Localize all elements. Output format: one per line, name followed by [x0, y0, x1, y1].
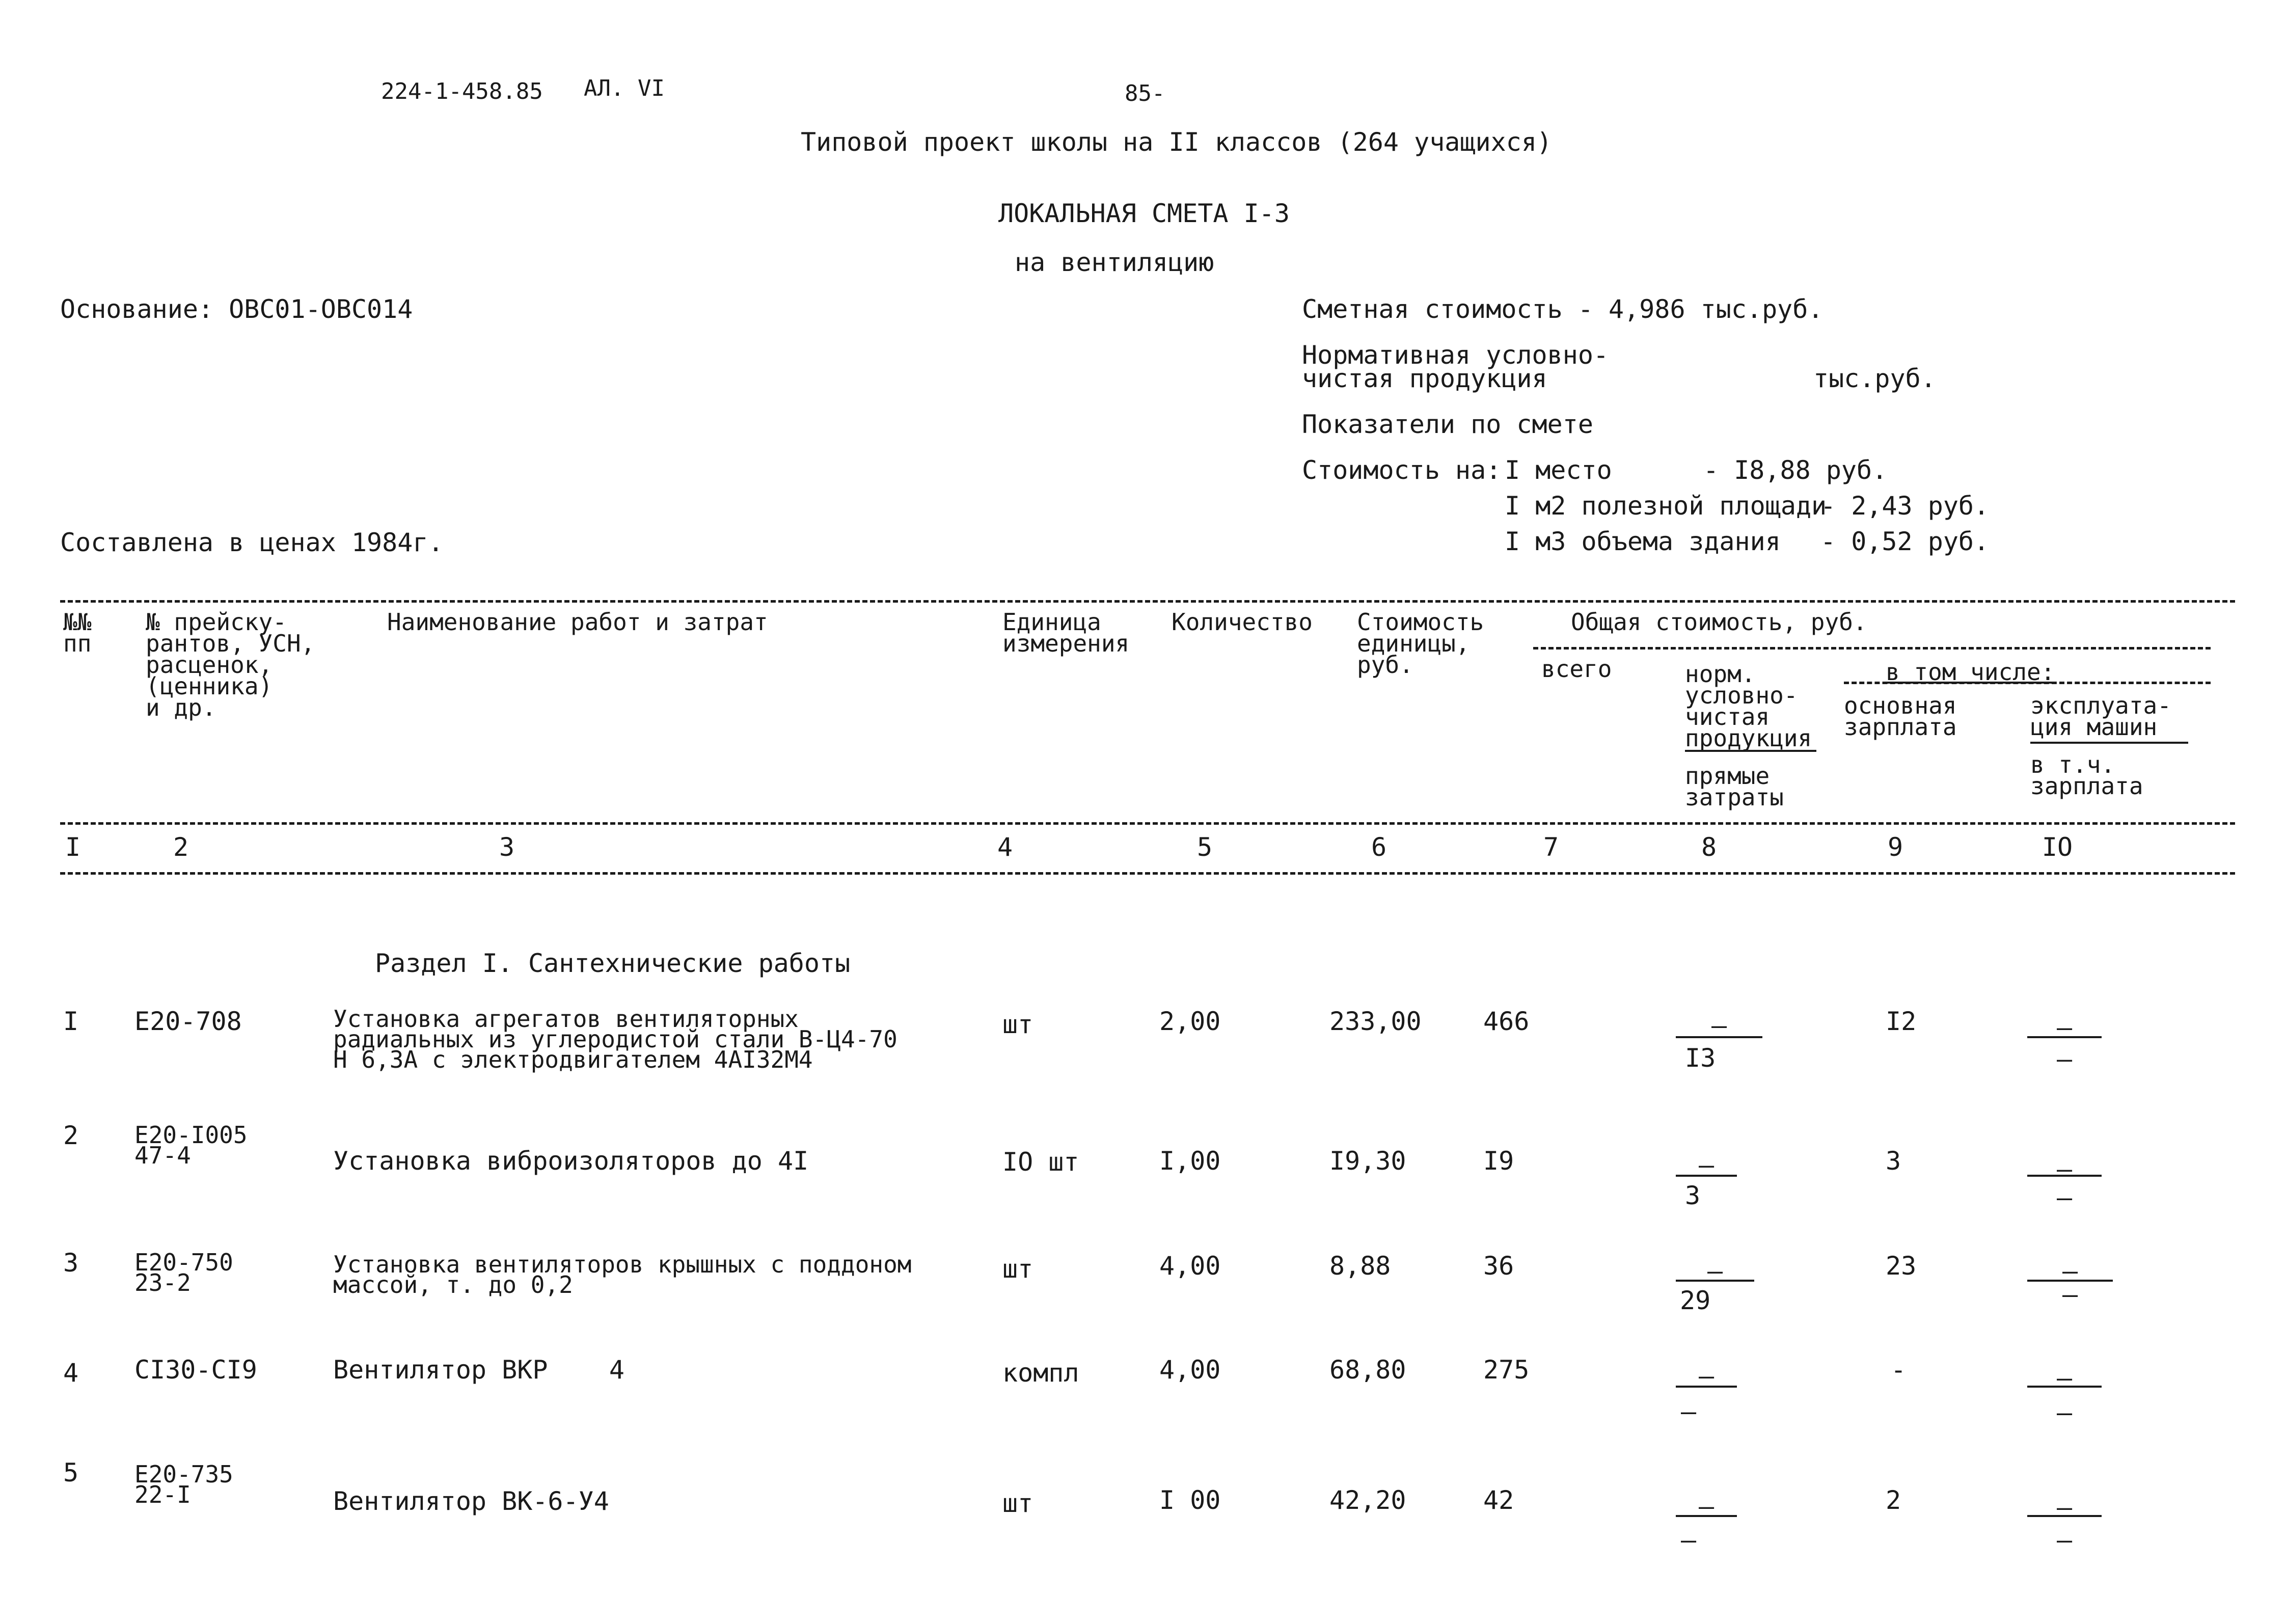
row-norm-product: –	[1698, 1150, 1715, 1180]
row-total: 42	[1483, 1485, 1514, 1515]
compiled-prices: Составлена в ценах 1984г.	[60, 528, 444, 557]
row-direct-costs: I3	[1685, 1043, 1716, 1073]
row-norm-product: –	[1707, 1256, 1723, 1286]
header-work-name: Наименование работ и затрат	[387, 608, 768, 636]
row-unit: компл	[1002, 1358, 1079, 1388]
estimate-basis: Основание: ОВС01-ОВС014	[60, 294, 413, 324]
column-number: 3	[499, 832, 515, 862]
header-total: всего	[1541, 655, 1612, 683]
header-bottom-rule	[60, 872, 2235, 875]
row-unit-cost: 233,00	[1329, 1007, 1422, 1036]
estimate-subject: на вентиляцию	[1015, 248, 1214, 277]
row-machine-salary: –	[2056, 1183, 2073, 1212]
fraction-bar	[2027, 1175, 2102, 1177]
header-norm-underline	[1685, 750, 1816, 752]
row-direct-costs: –	[1680, 1525, 1697, 1555]
header-row-number: №№ пп	[63, 608, 92, 657]
project-title: Типовой проект школы на II классов (264 учащихся)	[801, 127, 1553, 157]
row-norm-product: –	[1711, 1011, 1727, 1040]
album-number: АЛ. VI	[584, 75, 665, 101]
row-number: 3	[63, 1248, 79, 1278]
column-number: 7	[1543, 832, 1559, 862]
row-machine-salary: –	[2056, 1044, 2073, 1074]
table-top-rule	[60, 600, 2235, 603]
row-work-name: Вентилятор ВК-6-У4	[333, 1486, 609, 1516]
row-machine-operation: –	[2056, 1363, 2073, 1393]
row-base-salary: -	[1891, 1355, 1907, 1385]
row-unit: шт	[1002, 1488, 1033, 1518]
row-base-salary: 3	[1886, 1146, 1901, 1176]
header-unit-cost: Стоимость единицы, руб.	[1357, 608, 1484, 679]
header-including-rule	[1844, 682, 2211, 684]
row-machine-operation: –	[2056, 1493, 2073, 1522]
row-direct-costs: 3	[1685, 1181, 1701, 1210]
row-base-salary: 2	[1886, 1485, 1901, 1515]
column-number: 4	[997, 832, 1013, 862]
normative-product-label-1: Нормативная условно-	[1302, 340, 1609, 370]
row-number: I	[63, 1007, 79, 1036]
fraction-bar	[2027, 1386, 2102, 1388]
section-title: Раздел I. Сантехнические работы	[375, 949, 851, 978]
row-total: 466	[1483, 1007, 1530, 1036]
row-base-salary: I2	[1886, 1007, 1917, 1036]
row-number: 5	[63, 1458, 79, 1487]
row-work-name: Установка виброизоляторов до 4I	[333, 1146, 809, 1176]
row-number: 4	[63, 1358, 79, 1388]
row-unit-cost: 68,80	[1329, 1355, 1406, 1385]
per-m3-value: - 0,52 руб.	[1820, 527, 1990, 556]
column-number: 5	[1196, 832, 1213, 862]
per-place-label: I место	[1505, 455, 1612, 485]
row-quantity: I 00	[1159, 1485, 1221, 1515]
page-number: 85-	[1125, 80, 1165, 106]
row-work-name: Установка вентиляторов крышных с поддоном массой, т. до 0,2	[333, 1251, 912, 1298]
fraction-bar	[1676, 1175, 1737, 1177]
row-code: СI30-СI9	[134, 1355, 257, 1385]
row-machine-salary: –	[2056, 1525, 2073, 1555]
row-code: Е20-750 23-2	[134, 1249, 233, 1296]
row-quantity: I,00	[1159, 1146, 1221, 1176]
row-direct-costs: 29	[1680, 1286, 1711, 1315]
row-machine-operation: –	[2056, 1013, 2073, 1042]
per-place-value: - I8,88 руб.	[1703, 455, 1888, 485]
fraction-bar	[1676, 1036, 1762, 1038]
fraction-bar	[2027, 1036, 2102, 1038]
row-direct-costs: –	[1680, 1397, 1697, 1426]
fraction-bar	[2027, 1515, 2102, 1517]
row-machine-salary: –	[2056, 1398, 2073, 1427]
row-unit-cost: 42,20	[1329, 1485, 1406, 1515]
estimate-cost: Сметная стоимость - 4,986 тыс.руб.	[1302, 294, 1824, 324]
header-machine-underline	[2030, 742, 2188, 744]
row-total: 36	[1483, 1251, 1514, 1281]
column-number: IO	[2042, 832, 2073, 862]
per-m2-label: I м2 полезной площади	[1505, 491, 1827, 521]
row-total: I9	[1483, 1146, 1514, 1176]
row-unit: шт	[1002, 1010, 1033, 1039]
document-code: 224-1-458.85	[381, 78, 543, 104]
row-total: 275	[1483, 1355, 1530, 1385]
column-number: 6	[1371, 832, 1387, 862]
column-number: I	[65, 832, 81, 862]
row-base-salary: 23	[1886, 1251, 1917, 1281]
column-number: 8	[1701, 832, 1717, 862]
row-code: Е20-708	[134, 1007, 242, 1036]
row-work-name: Вентилятор ВКР 4	[333, 1355, 624, 1385]
row-machine-salary: –	[2062, 1280, 2078, 1309]
header-quantity: Количество	[1172, 608, 1313, 636]
indicators-label: Показатели по смете	[1302, 410, 1593, 439]
header-base-salary: основная зарплата	[1844, 692, 1957, 741]
header-total-rule	[1533, 647, 2211, 649]
header-direct-costs: прямые затраты	[1685, 762, 1784, 811]
header-unit: Единица измерения	[1002, 608, 1130, 657]
header-norm-product: норм. условно- чистая продукция	[1685, 660, 1812, 752]
normative-product-unit: тыс.руб.	[1813, 364, 1936, 393]
row-unit: IO шт	[1002, 1147, 1079, 1177]
column-number: 9	[1887, 832, 1903, 862]
row-machine-operation: –	[2062, 1256, 2078, 1286]
header-machine-salary: в т.ч. зарплата	[2030, 751, 2143, 800]
row-machine-operation: –	[2056, 1154, 2073, 1184]
row-norm-product: –	[1698, 1492, 1715, 1521]
estimate-title: ЛОКАЛЬНАЯ СМЕТА I-3	[998, 199, 1290, 228]
fraction-bar	[1676, 1386, 1737, 1388]
cost-on-label: Стоимость на:	[1302, 455, 1502, 485]
row-unit-cost: 8,88	[1329, 1251, 1391, 1281]
row-quantity: 4,00	[1159, 1355, 1221, 1385]
header-machine-operation: эксплуата- ция машин	[2030, 692, 2171, 741]
header-including: в том числе:	[1886, 658, 2055, 686]
fraction-bar	[1676, 1515, 1737, 1517]
header-price-list: № прейску- рантов, УСН, расценок, (ценника) и др.	[146, 608, 315, 721]
header-numbers-top-rule	[60, 822, 2235, 825]
row-unit-cost: I9,30	[1329, 1146, 1406, 1176]
header-total-cost: Общая стоимость, руб.	[1571, 608, 1867, 636]
normative-product-label-2: чистая продукция	[1302, 364, 1547, 393]
row-norm-product: –	[1698, 1361, 1715, 1391]
row-quantity: 2,00	[1159, 1007, 1221, 1036]
per-m2-value: - 2,43 руб.	[1820, 491, 1990, 521]
fraction-bar	[1676, 1280, 1754, 1282]
row-unit: шт	[1002, 1254, 1033, 1284]
row-number: 2	[63, 1121, 79, 1150]
row-code: Е20-I005 47-4	[134, 1121, 248, 1169]
row-code: Е20-735 22-I	[134, 1460, 233, 1508]
row-work-name: Установка агрегатов вентиляторных радиальных из углеродистой стали В-Ц4-70 Н 6,3А с электродвигателем 4АI32М4	[333, 1005, 897, 1073]
row-quantity: 4,00	[1159, 1251, 1221, 1281]
per-m3-label: I м3 объема здания	[1505, 527, 1781, 556]
column-number: 2	[173, 832, 189, 862]
